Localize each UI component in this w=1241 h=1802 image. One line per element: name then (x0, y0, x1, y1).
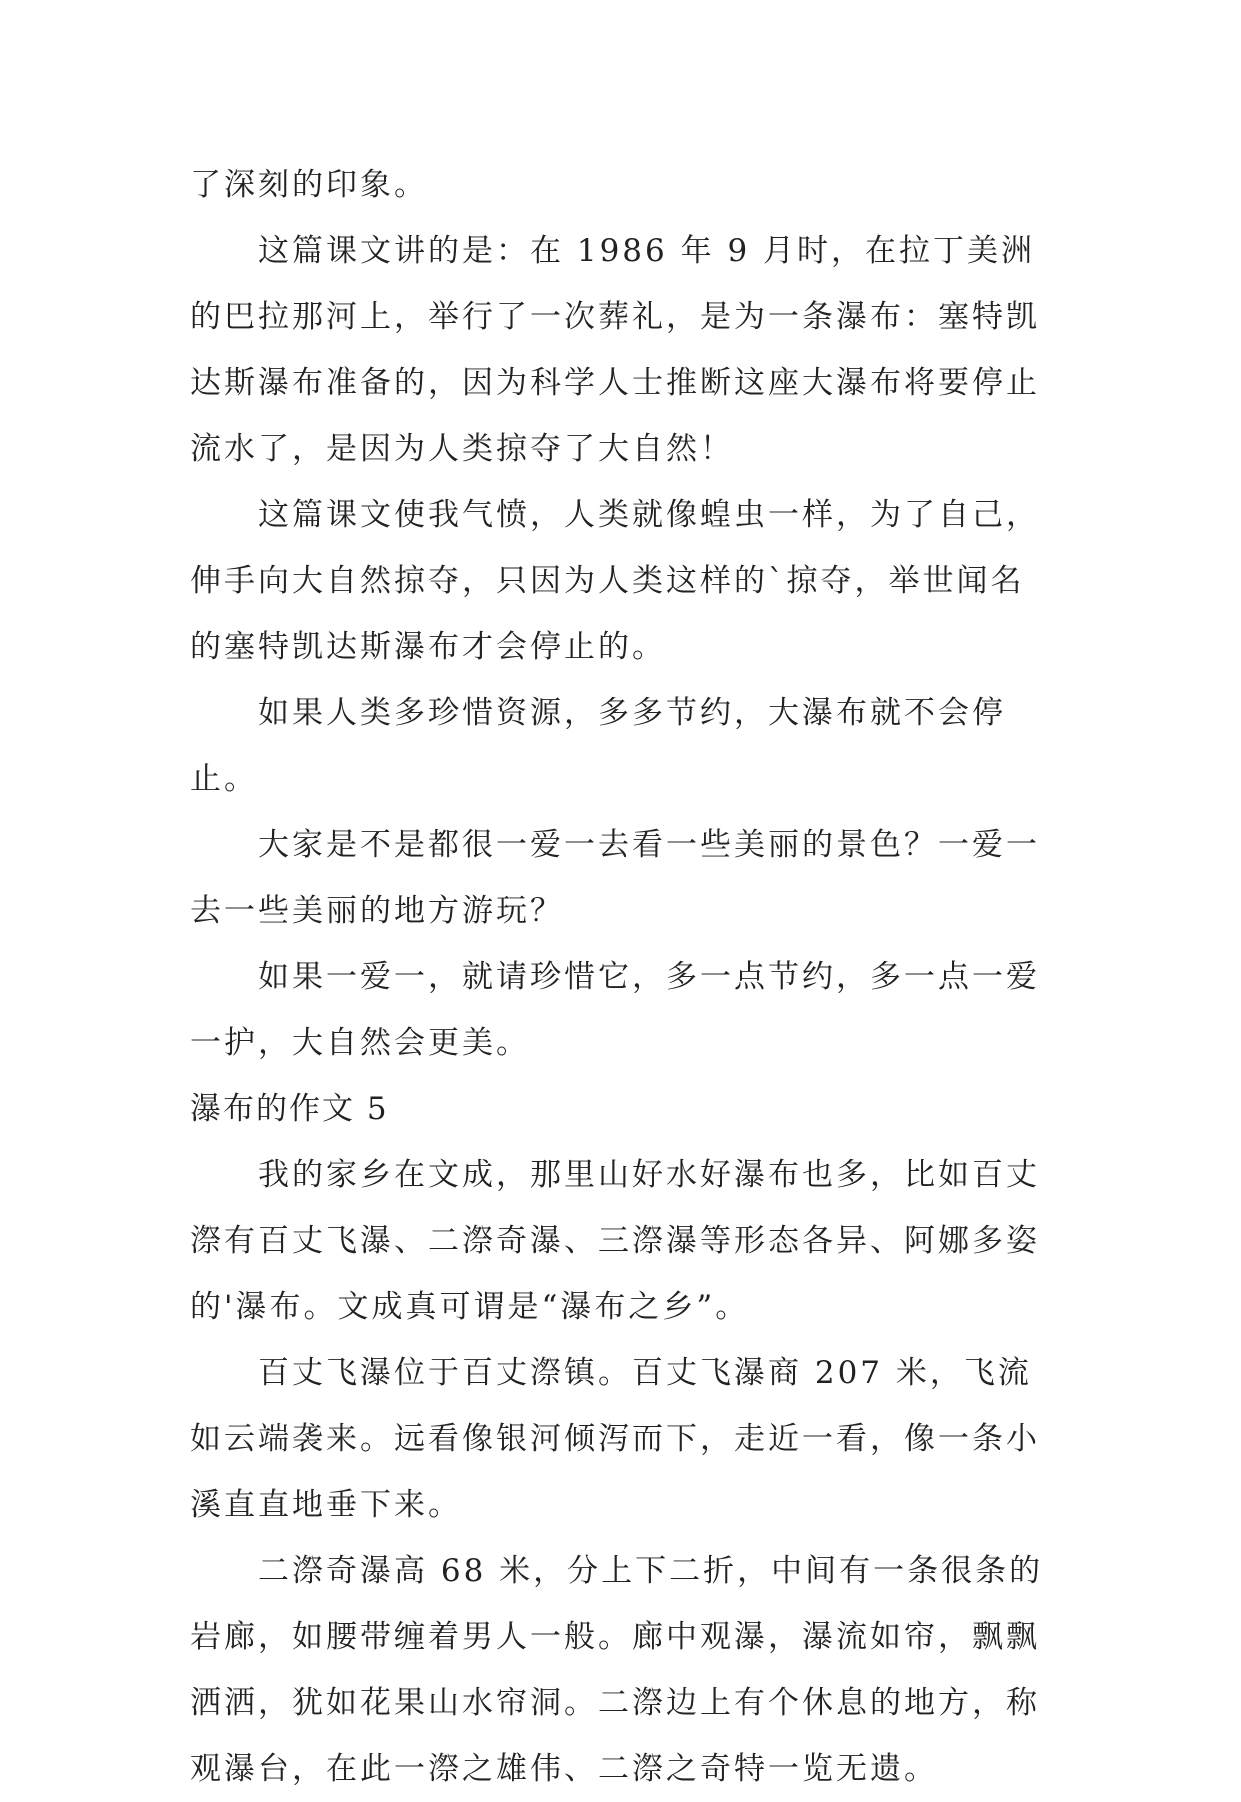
paragraph: 这篇课文使我气愤，人类就像蝗虫一样，为了自己，伸手向大自然掠夺，只因为人类这样的`掠夺，举世闻名的塞特凯达斯瀑布才会停止的。 (190, 497, 1040, 665)
paragraph: 大家是不是都很一爱一去看一些美丽的景色？一爱一去一些美丽的地方游玩？ (190, 827, 1040, 929)
paragraph: 如果人类多珍惜资源，多多节约，大瀑布就不会停止。 (190, 695, 1006, 797)
paragraph: 了深刻的印象。 (190, 167, 428, 203)
paragraph: 百丈飞瀑位于百丈漈镇。百丈飞瀑商 207 米，飞流如云端袭来。远看像银河倾泻而下，走近一看，像一条小溪直直地垂下来。 (190, 1355, 1040, 1523)
section-heading: 瀑布的作文 5 (190, 1091, 389, 1127)
document-body (190, 152, 1050, 1802)
paragraph: 二漈奇瀑高 68 米，分上下二折，中间有一条很条的岩廊，如腰带缠着男人一般。廊中观瀑，瀑流如帘，飘飘洒洒，犹如花果山水帘洞。二漈边上有个休息的地方，称观瀑台，在此一漈之雄伟、二漈之奇特一览无遗。 (190, 1553, 1044, 1787)
paragraph: 这篇课文讲的是：在 1986 年 9 月时，在拉丁美洲的巴拉那河上，举行了一次葬礼，是为一条瀑布：塞特凯达斯瀑布准备的，因为科学人士推断这座大瀑布将要停止流水了，是因为人类掠夺了大自然！ (190, 233, 1040, 467)
paragraph: 我的家乡在文成，那里山好水好瀑布也多，比如百丈漈有百丈飞瀑、二漈奇瀑、三漈瀑等形态各异、阿娜多姿的'瀑布。文成真可谓是“瀑布之乡”。 (190, 1157, 1040, 1325)
paragraph: 如果一爱一，就请珍惜它，多一点节约，多一点一爱一护，大自然会更美。 (190, 959, 1040, 1061)
